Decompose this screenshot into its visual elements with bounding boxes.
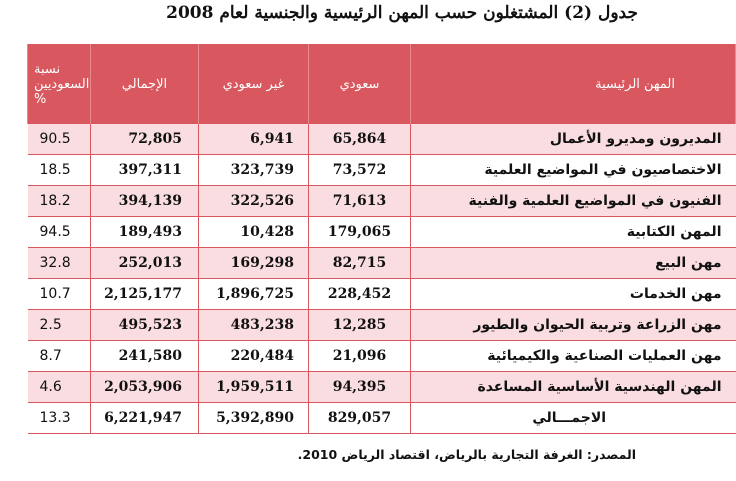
cell-non-saudi: 1,896,725	[199, 279, 309, 310]
cell-saudi: 73,572	[309, 155, 411, 186]
header-saudi-percent	[28, 44, 91, 124]
cell-non-saudi: 10,428	[199, 217, 309, 248]
cell-occupation: الفنيون في المواضيع العلمية والفنية	[411, 186, 736, 217]
cell-occupation: مهن العمليات الصناعية والكيميائية	[411, 341, 736, 372]
source-note: المصدر: الغرفة التجارية بالرياض، اقتصاد الرياض 2010.	[297, 447, 636, 462]
header-saudi: سعودي	[309, 44, 411, 124]
table-row	[28, 372, 736, 403]
header-pct-line1: نسبة	[34, 61, 61, 77]
cell-pct: 2.5	[28, 310, 91, 341]
table-title: جدول (2) المشتغلون حسب المهن الرئيسية والجنسية لعام 2008	[166, 3, 638, 23]
cell-total: 6,221,947	[91, 403, 199, 434]
table-header-row	[28, 44, 736, 124]
cell-saudi: 71,613	[309, 186, 411, 217]
table-row	[28, 186, 736, 217]
cell-non-saudi: 169,298	[199, 248, 309, 279]
table-row	[28, 124, 736, 155]
header-non-saudi: غير سعودي	[199, 44, 309, 124]
cell-pct: 18.5	[28, 155, 91, 186]
table-row	[28, 279, 736, 310]
cell-total: 397,311	[91, 155, 199, 186]
cell-saudi: 65,864	[309, 124, 411, 155]
cell-total: 2,053,906	[91, 372, 199, 403]
cell-occupation: الاجمـــالي	[411, 403, 736, 434]
cell-saudi: 228,452	[309, 279, 411, 310]
table-row	[28, 248, 736, 279]
cell-non-saudi: 323,739	[199, 155, 309, 186]
cell-pct: 10.7	[28, 279, 91, 310]
cell-pct: 32.8	[28, 248, 91, 279]
cell-non-saudi: 6,941	[199, 124, 309, 155]
table-row	[28, 217, 736, 248]
table-row	[28, 310, 736, 341]
cell-non-saudi: 1,959,511	[199, 372, 309, 403]
cell-pct: 94.5	[28, 217, 91, 248]
header-pct-line2: السعوديين	[34, 76, 90, 92]
cell-occupation: مهن البيع	[411, 248, 736, 279]
table-row	[28, 341, 736, 372]
cell-occupation: مهن الزراعة وتربية الحيوان والطيور	[411, 310, 736, 341]
cell-total: 252,013	[91, 248, 199, 279]
header-total: الإجمالي	[91, 44, 199, 124]
header-pct-line3: %	[34, 91, 47, 107]
cell-occupation: مهن الخدمات	[411, 279, 736, 310]
cell-saudi: 179,065	[309, 217, 411, 248]
cell-pct: 8.7	[28, 341, 91, 372]
cell-occupation: المهن الهندسية الأساسية المساعدة	[411, 372, 736, 403]
header-occupation: المهن الرئيسية	[411, 44, 736, 124]
cell-pct: 4.6	[28, 372, 91, 403]
table-row	[28, 155, 736, 186]
cell-occupation: المديرون ومديرو الأعمال	[411, 124, 736, 155]
cell-total: 72,805	[91, 124, 199, 155]
cell-saudi: 21,096	[309, 341, 411, 372]
cell-pct: 90.5	[28, 124, 91, 155]
cell-non-saudi: 483,238	[199, 310, 309, 341]
cell-total: 241,580	[91, 341, 199, 372]
table-total-row	[28, 403, 736, 434]
cell-non-saudi: 220,484	[199, 341, 309, 372]
occupations-table	[27, 44, 736, 434]
cell-occupation: الاختصاصيون في المواضيع العلمية	[411, 155, 736, 186]
cell-total: 2,125,177	[91, 279, 199, 310]
cell-total: 189,493	[91, 217, 199, 248]
cell-non-saudi: 322,526	[199, 186, 309, 217]
cell-saudi: 12,285	[309, 310, 411, 341]
cell-total: 394,139	[91, 186, 199, 217]
cell-saudi: 82,715	[309, 248, 411, 279]
cell-occupation: المهن الكتابية	[411, 217, 736, 248]
cell-saudi: 829,057	[309, 403, 411, 434]
cell-saudi: 94,395	[309, 372, 411, 403]
cell-pct: 13.3	[28, 403, 91, 434]
cell-non-saudi: 5,392,890	[199, 403, 309, 434]
cell-pct: 18.2	[28, 186, 91, 217]
cell-total: 495,523	[91, 310, 199, 341]
